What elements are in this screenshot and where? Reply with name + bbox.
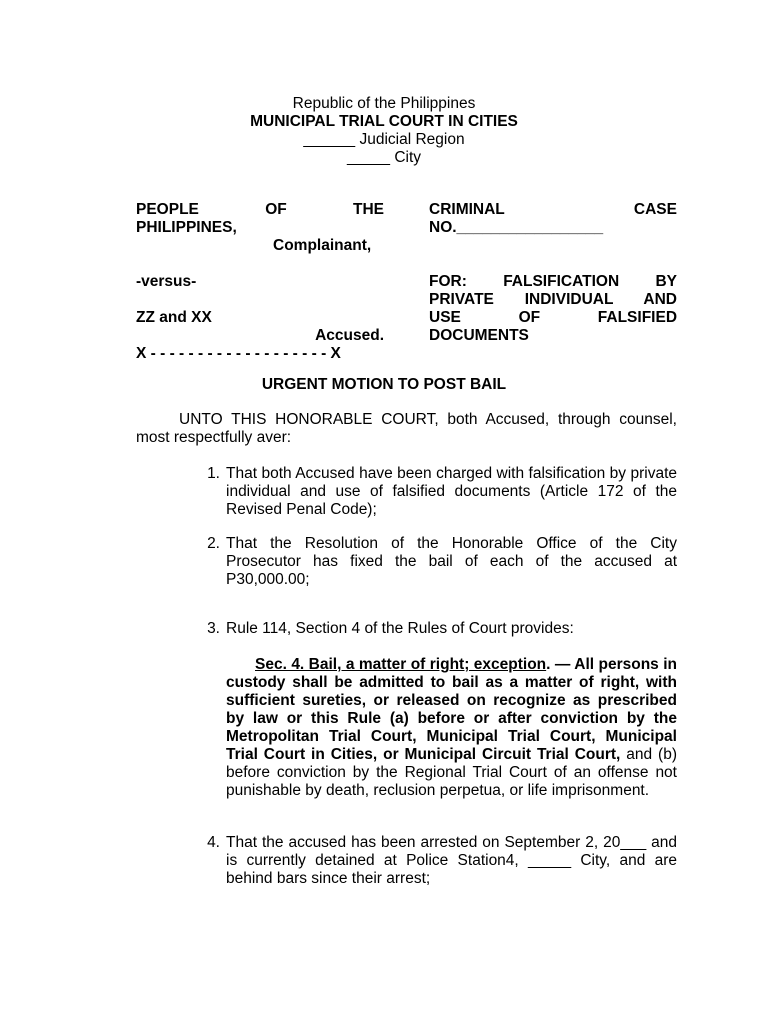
court-name: MUNICIPAL TRIAL COURT IN CITIES <box>250 113 518 130</box>
list-item-1: 1. That both Accused have been charged with falsification by private individual and use of falsified documents (Article 172 of the Revised Penal Code); <box>207 465 677 518</box>
accused-names: ZZ and XX <box>136 309 212 326</box>
criminal-case-line: CRIMINAL CASE <box>429 201 677 218</box>
offense-line-2: PRIVATE INDIVIDUAL AND <box>429 291 678 308</box>
caption-divider: X - - - - - - - - - - - - - - - - - - - X <box>136 345 341 362</box>
quoted-rule <box>226 656 677 800</box>
case-caption-parties <box>136 201 384 363</box>
intro-paragraph: UNTO THIS HONORABLE COURT, both Accused, through counsel, most respectfully aver: <box>136 411 677 446</box>
case-number-line: NO._________________ <box>429 219 604 236</box>
complainant-label: Complainant, <box>273 237 372 254</box>
versus-label: -versus- <box>136 273 197 290</box>
list-item-4: 4. That the accused has been arrested on September 2, 20___ and is currently detained at Police Station4, _____ City, and are behind bars since their arrest; <box>207 834 677 887</box>
case-caption-details <box>429 201 677 345</box>
offense-line-3: USE OF FALSIFIED <box>429 309 678 326</box>
rule-bold-text: . — All persons in custody shall be admitted to bail as a matter of right, with sufficient sureties, or released on recognize as prescribed by law or this Rule (a) before or after conviction by the Metropolitan Trial Court, Municipal Trial Court, Municipal Trial Court in Cities, or Municipal Circuit Trial Court, <box>226 656 677 763</box>
republic-line: Republic of the Philippines <box>292 95 476 112</box>
motion-title: URGENT MOTION TO POST BAIL <box>261 376 507 393</box>
court-header <box>0 95 768 167</box>
rule-heading: Sec. 4. Bail, a matter of right; exception <box>255 656 547 673</box>
list-item-2: 2. That the Resolution of the Honorable Office of the City Prosecutor has fixed the bail of each of the accused at P30,000.00; <box>207 535 677 588</box>
people-line: PEOPLE OF THE <box>136 201 385 218</box>
judicial-region-line: ______ Judicial Region <box>303 131 465 148</box>
accused-label: Accused. <box>315 327 384 344</box>
rule-normal-text: and (b) before conviction by the Regional Trial Court of an offense not punishable by death, reclusion perpetua, or life imprisonment. <box>226 746 678 799</box>
offense-line-1: FOR: FALSIFICATION BY <box>429 273 677 290</box>
list-item-3: 3. Rule 114, Section 4 of the Rules of Court provides: <box>207 620 574 637</box>
city-line: _____ City <box>346 149 422 166</box>
philippines-line: PHILIPPINES, <box>136 219 237 236</box>
offense-line-4: DOCUMENTS <box>429 327 529 344</box>
